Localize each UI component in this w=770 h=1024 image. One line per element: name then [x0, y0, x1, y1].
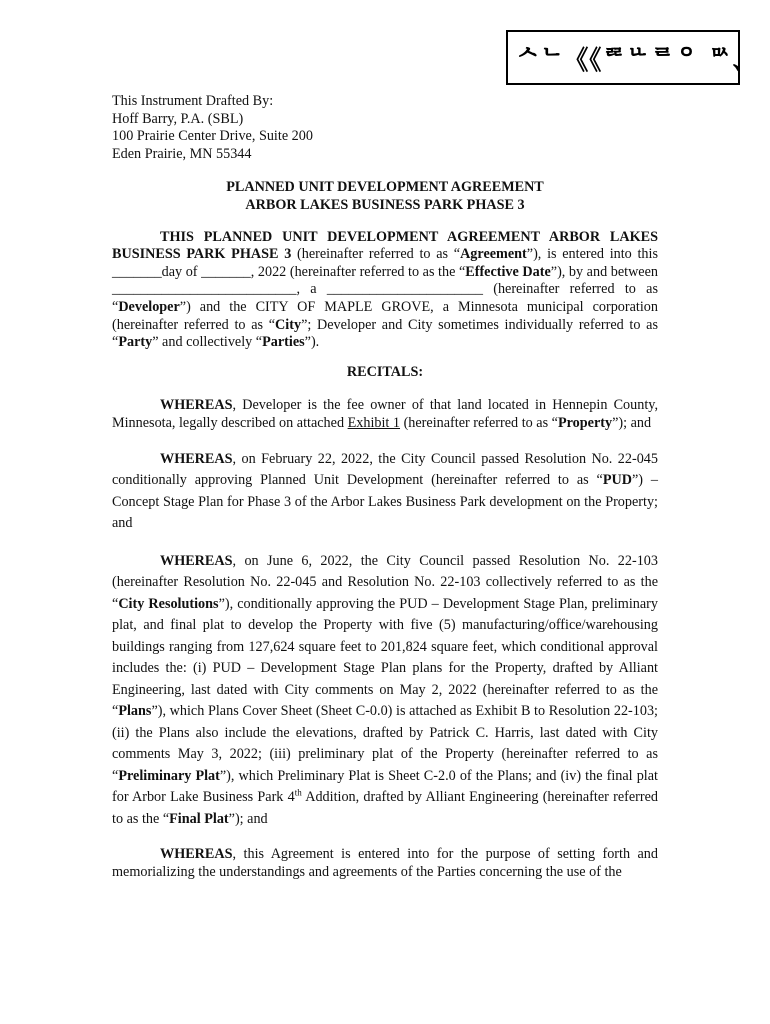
recording-stamp-text: ᄉᄂ《《ᄙᄔᄅᄋ ᄆᄉ、	[516, 44, 758, 76]
whereas-lead: WHEREAS	[160, 450, 233, 467]
intro-text: ”).	[304, 334, 320, 351]
recital-text: ”), which Preliminary Plat is Sheet C-2.0 of the Plans; and (iv) the final plat for Arbor Lake Business Park 4	[112, 767, 658, 805]
drafter-address: 100 Prairie Center Drive, Suite 200	[112, 128, 313, 145]
recital-text: ”), conditionally approving the PUD – Development Stage Plan, preliminary plat, and final plat to develop the Property with five (5) manufacturing/office/warehousing buildings ranging from 127,624 square feet to 201,824 square feet, which conditional approval includes the: (i) PUD – Development Stage Plan plans for the Property, drafted by Alliant Engineering, last dated with City comments on May 2, 2022 (hereinafter referred to as the “	[112, 595, 658, 719]
intro-text: ”), is entered into this _______day of _______, 2022 (hereinafter referred to as the “	[112, 246, 658, 280]
drafter-firm: Hoff Barry, P.A. (SBL)	[112, 110, 244, 127]
defined-term-developer: Developer	[118, 298, 180, 315]
drafter-city: Eden Prairie, MN 55344	[112, 145, 252, 162]
intro-lead: THIS PLANNED UNIT DEVELOPMENT AGREEMENT ARBOR LAKES BUSINESS PARK PHASE 3	[112, 228, 658, 263]
document-page	[112, 93, 658, 881]
recital-4	[112, 846, 658, 881]
intro-text: (hereinafter referred to as “	[291, 246, 461, 263]
defined-term-party: Party	[118, 334, 153, 351]
defined-term-preliminary-plat: Preliminary Plat	[118, 767, 220, 784]
whereas-lead: WHEREAS	[160, 397, 233, 414]
document-title	[112, 179, 658, 214]
whereas-lead: WHEREAS	[160, 846, 233, 862]
whereas-lead: WHEREAS	[160, 552, 233, 569]
defined-term-property: Property	[557, 414, 613, 431]
intro-text: ”), by and between __________________________, a ______________________ (hereinafter referred to as “	[112, 263, 658, 315]
defined-term-final-plat: Final Plat	[169, 810, 229, 827]
recital-text: ”); and	[612, 414, 652, 431]
ordinal-suffix: th	[294, 787, 302, 798]
drafted-by-block	[112, 93, 658, 163]
recital-text: ”) – Concept Stage Plan for Phase 3 of the Arbor Lakes Business Park development on the Property; and	[112, 472, 658, 531]
recital-text: , on June 6, 2022, the City Council passed Resolution No. 22-103 (hereinafter Resolution No. 22-045 and Resolution No. 22-103 collectively referred to as the “	[112, 552, 658, 612]
recital-text: , this Agreement is entered into for the purpose of setting forth and memorializing the understandings and agreements of the Parties concerning the use of the	[112, 846, 658, 880]
drafted-by-heading: This Instrument Drafted By:	[112, 93, 274, 109]
recital-text: , on February 22, 2022, the City Council passed Resolution No. 22-045 conditionally approving Planned Unit Development (hereinafter referred to as “	[112, 450, 658, 488]
defined-term-pud: PUD	[602, 472, 632, 488]
intro-paragraph	[112, 229, 658, 352]
recital-3	[112, 551, 658, 831]
defined-term-effective-date: Effective Date	[465, 263, 551, 280]
defined-term-plans: Plans	[118, 703, 152, 719]
defined-term-parties: Parties	[262, 334, 305, 351]
intro-text: ” and collectively “	[152, 334, 263, 351]
defined-term-agreement: Agreement	[460, 246, 527, 263]
recital-text: , Developer is the fee owner of that land located in Hennepin County, Minnesota, legally described on attached	[112, 397, 658, 431]
title-line-1: PLANNED UNIT DEVELOPMENT AGREEMENT	[226, 179, 544, 196]
recital-text: Addition, drafted by Alliant Engineering (hereinafter referred to as the “	[112, 789, 658, 827]
defined-term-city-resolutions: City Resolutions	[118, 595, 219, 612]
recital-text: ”); and	[228, 810, 268, 827]
intro-text: ”; Developer and City sometimes individually referred to as “	[112, 316, 658, 351]
recitals-heading: RECITALS:	[346, 363, 424, 380]
recital-text: (hereinafter referred to as “	[400, 414, 558, 431]
recital-text: ”), which Plans Cover Sheet (Sheet C-0.0) is attached as Exhibit B to Resolution 22-103; (ii) the Plans also include the elevations, drafted by Patrick C. Harris, last dated with City comments May 3, 2022; (iii) preliminary plat of the Property (hereinafter referred to as “	[112, 703, 658, 784]
recital-1	[112, 397, 658, 432]
intro-text: ”) and the CITY OF MAPLE GROVE, a Minnesota municipal corporation (hereinafter referred to as “	[112, 298, 658, 333]
title-line-2: ARBOR LAKES BUSINESS PARK PHASE 3	[245, 196, 525, 213]
exhibit-1-reference: Exhibit 1	[347, 414, 401, 431]
defined-term-city: City	[275, 316, 302, 333]
recital-2	[112, 449, 658, 535]
